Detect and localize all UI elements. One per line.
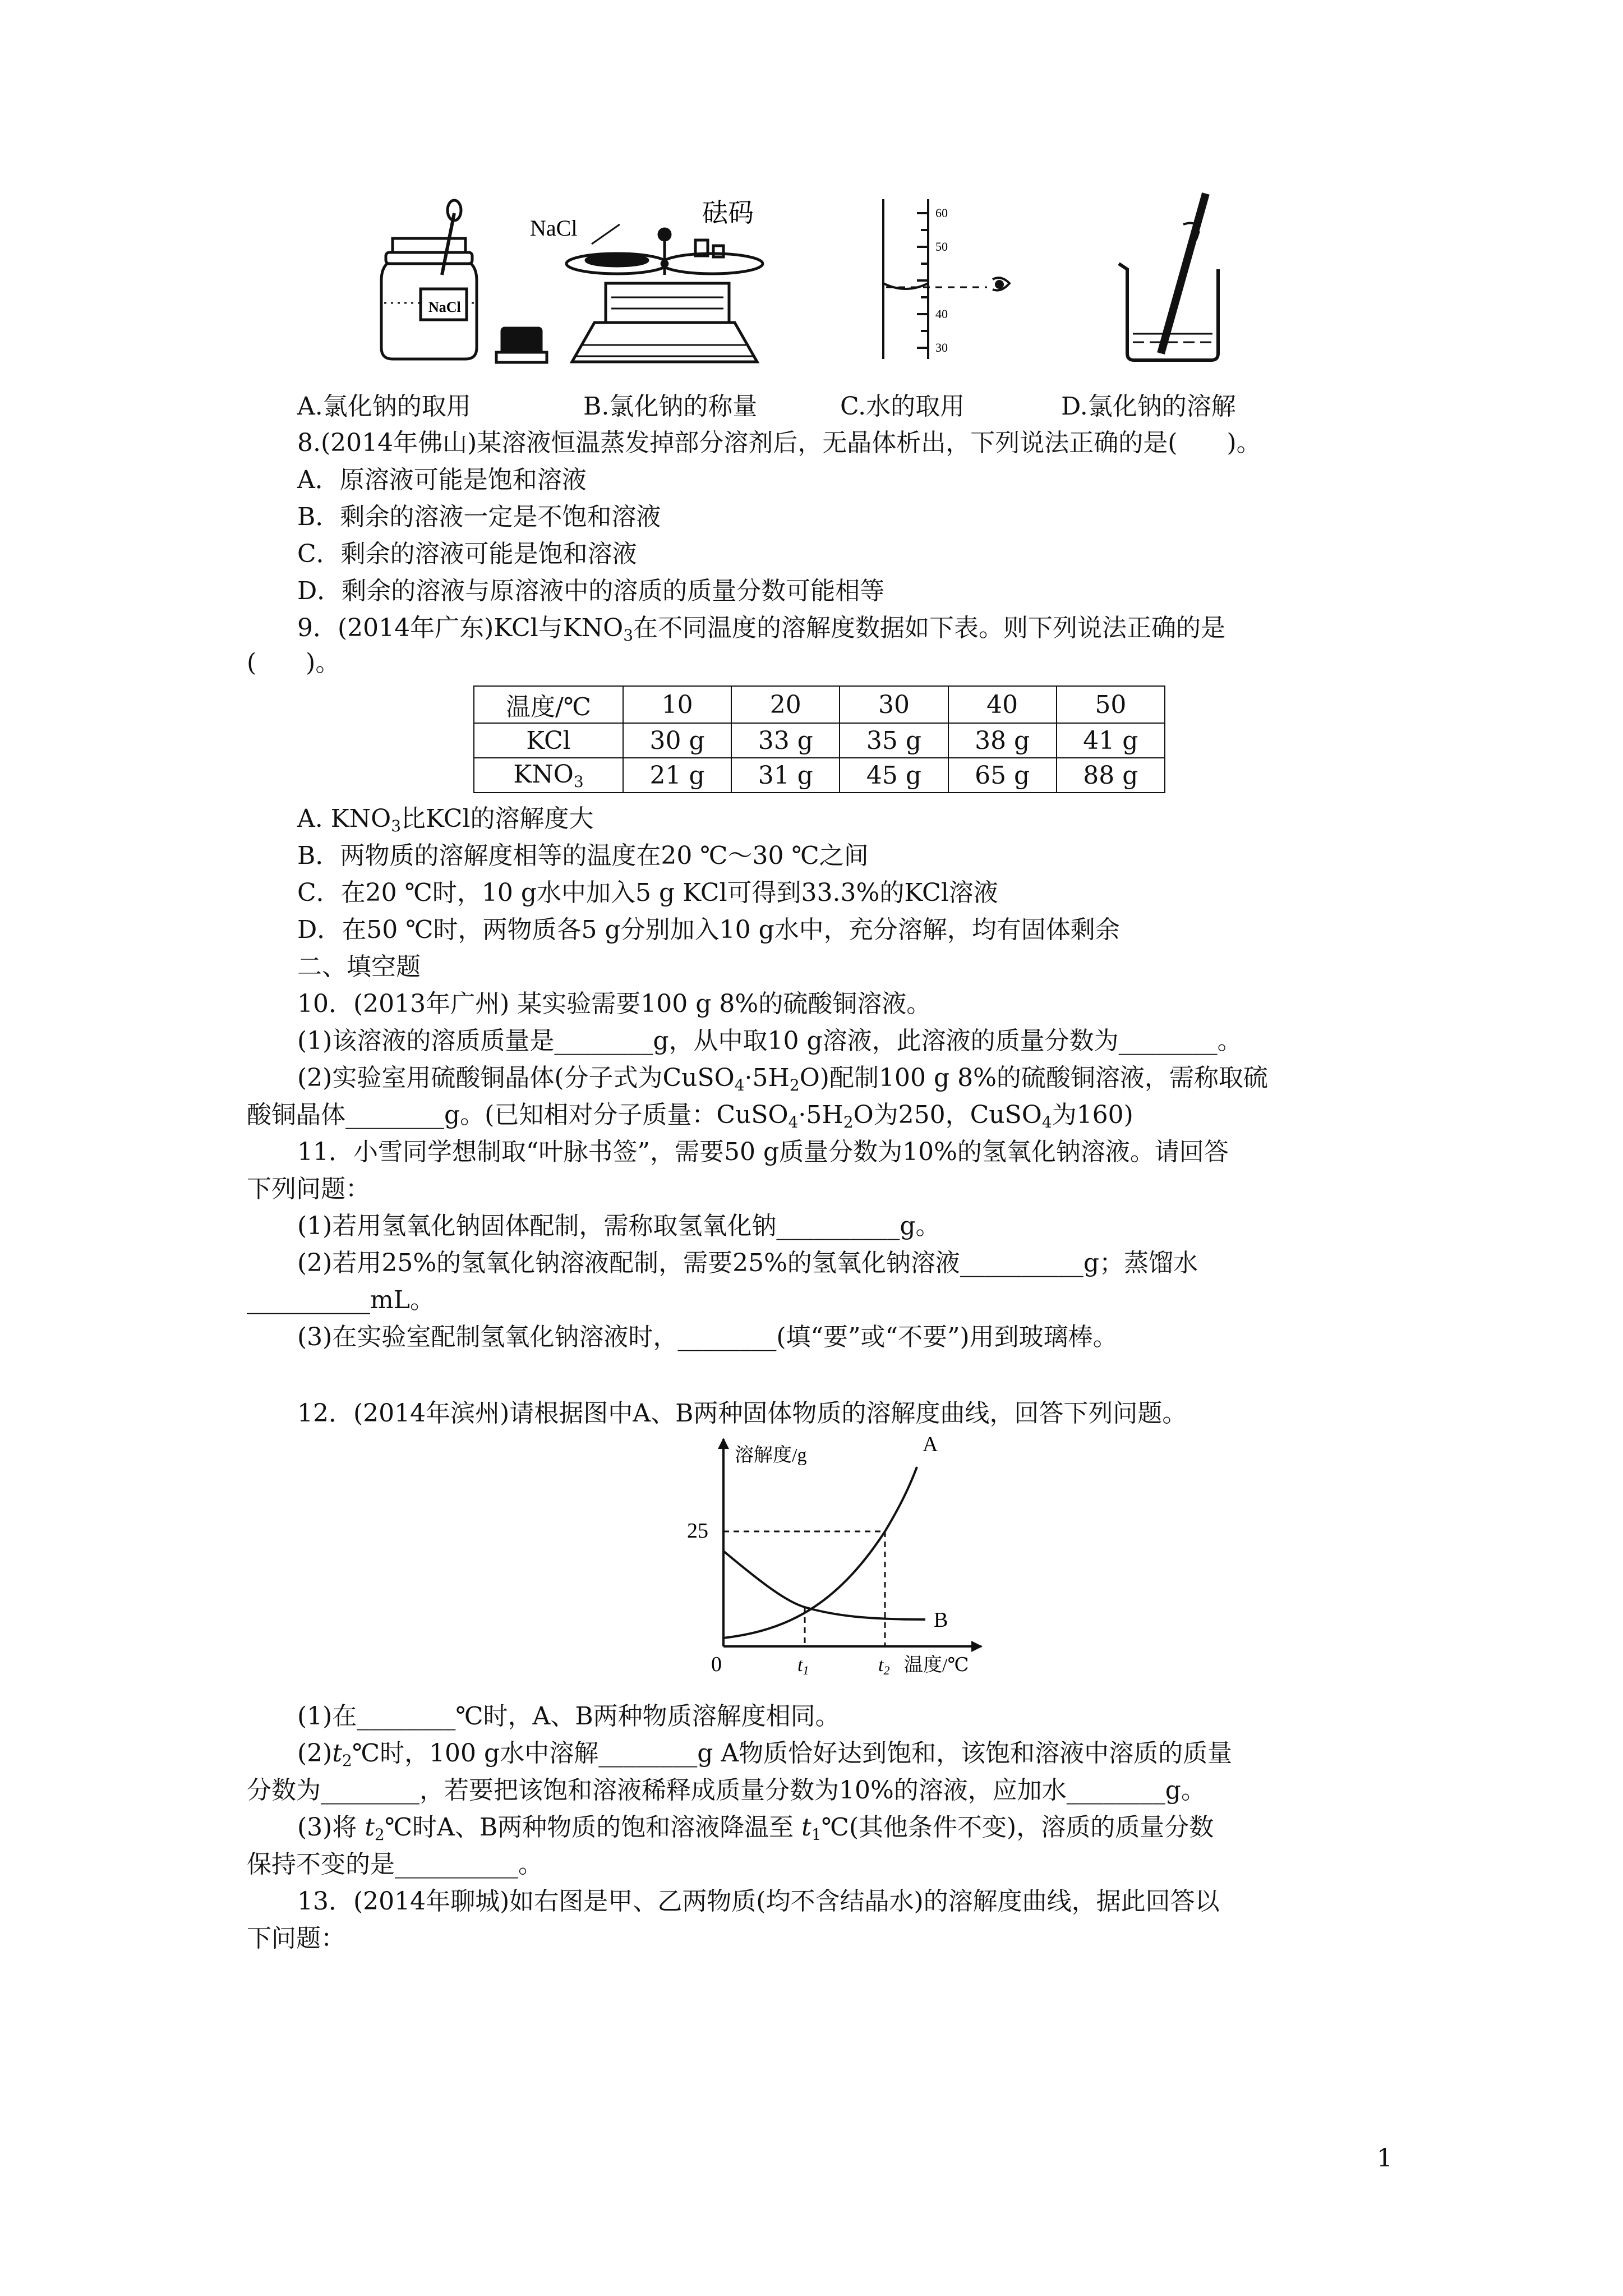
- q10-part2: (2)实验室用硫酸铜晶体(分子式为$CuSO_4\cdot 5H_2O$)配制100 g 8%的硫酸铜溶液，需称取硫: [297, 1064, 1268, 1094]
- table-cell: 温度/℃: [474, 686, 623, 723]
- table-cell: 45 g: [840, 758, 948, 793]
- q8-option-d: D．剩余的溶液与原溶液中的溶质的质量分数可能相等: [297, 577, 885, 605]
- table-cell: 65 g: [948, 758, 1057, 793]
- series-a-line: [723, 1467, 917, 1638]
- cylinder-tick-60: 60: [935, 206, 948, 220]
- caption-b: B.氯化钠的称量: [583, 392, 758, 421]
- q13-stem-line2: 下问题：: [247, 1924, 345, 1953]
- q8-option-a: A．原溶液可能是饱和溶液: [297, 466, 587, 494]
- series-b-line: [723, 1551, 925, 1619]
- weights-label: 砝码: [702, 199, 754, 227]
- x-axis-label: 温度/℃: [904, 1655, 969, 1676]
- table-cell: 35 g: [840, 723, 948, 758]
- caption-a: A.氯化钠的取用: [297, 392, 471, 421]
- q11-stem: 11．小雪同学想制取“叶脉书签”，需要50 g质量分数为10%的氢氧化钠溶液。请回答: [297, 1138, 1229, 1166]
- series-b-label: B: [934, 1608, 948, 1632]
- q13-stem: 13．(2014年聊城)如右图是甲、乙两物质(均不含结晶水)的溶解度曲线，据此回答以: [297, 1887, 1220, 1916]
- beaker-figure: [1119, 194, 1218, 360]
- table-cell: 38 g: [948, 723, 1057, 758]
- table-row: [474, 723, 1165, 758]
- x-tick-t2: t2: [878, 1655, 890, 1677]
- q11-stem-line2: 下列问题：: [247, 1175, 370, 1203]
- q8-option-c: C．剩余的溶液可能是饱和溶液: [297, 540, 637, 568]
- q9-option-d: D．在50 ℃时，两物质各5 g分别加入10 g水中，充分溶解，均有固体剩余: [297, 915, 1120, 944]
- caption-c: C.水的取用: [840, 392, 965, 421]
- reagent-jar-figure: [381, 200, 547, 362]
- solubility-curve-chart: [645, 1428, 1009, 1686]
- q9-option-a: A. $KNO_3$比KCl的溶解度大: [297, 804, 594, 835]
- q12-part1: (1)在________℃时，A、B两种物质溶解度相同。: [297, 1702, 840, 1731]
- q9-option-c: C．在20 ℃时，10 g水中加入5 g KCl可得到33.3%的KCl溶液: [297, 878, 998, 907]
- table-cell: 41 g: [1057, 723, 1165, 758]
- graduated-cylinder-figure: [883, 199, 1009, 359]
- solubility-table: [473, 685, 1165, 793]
- x-tick-t1: t1: [797, 1655, 809, 1677]
- table-cell: 33 g: [731, 723, 840, 758]
- q11-part3: (3)在实验室配制氢氧化钠溶液时，________(填“要”或“不要”)用到玻璃棒。: [297, 1323, 1118, 1351]
- table-cell: 20: [731, 686, 840, 723]
- y-tick-label: 25: [687, 1519, 708, 1543]
- section-heading: 二、填空题: [297, 953, 421, 981]
- jar-nacl-label: NaCl: [428, 299, 461, 315]
- cylinder-tick-40: 40: [935, 307, 948, 321]
- table-row: [474, 686, 1165, 723]
- q12-part3: (3)将 $t_2℃$时A、B两种物质的饱和溶液降温至 $t_1℃$(其他条件不变)，溶质的质量分数: [297, 1813, 1214, 1844]
- table-row: [474, 758, 1165, 793]
- q11-part1: (1)若用氢氧化钠固体配制，需称取氢氧化钠__________g。: [297, 1212, 940, 1240]
- q10-part2-line2: 酸铜晶体________g。(已知相对分子质量：$CuSO_4\cdot 5H_2O$为250，CuSO$_4$为160): [247, 1101, 1133, 1131]
- q9-stem-line2: ( )。: [247, 648, 340, 677]
- origin-label: 0: [711, 1653, 722, 1676]
- q10-stem: 10．(2013年广州) 某实验需要100 g 8%的硫酸铜溶液。: [297, 990, 932, 1018]
- table-cell: 88 g: [1057, 758, 1165, 793]
- caption-d: D.氯化钠的溶解: [1061, 392, 1236, 421]
- table-cell: 40: [948, 686, 1057, 723]
- q12-part2: $(2)t_2℃$时，100 g水中溶解________g A物质恰好达到饱和，该饱和溶液中溶质的质量: [297, 1739, 1233, 1770]
- table-cell: 31 g: [731, 758, 840, 793]
- y-axis-label: 溶解度/g: [735, 1445, 807, 1466]
- lab-illustrations: [370, 191, 1267, 370]
- q12-part3-line2: 保持不变的是__________。: [247, 1850, 543, 1879]
- table-cell: KCl: [474, 723, 623, 758]
- q10-part1: (1)该溶液的溶质质量是________g，从中取10 g溶液，此溶液的质量分数为________。: [297, 1027, 1242, 1055]
- nacl-label: NaCl: [530, 215, 578, 241]
- table-cell: 30: [840, 686, 948, 723]
- table-cell: 30 g: [623, 723, 731, 758]
- cylinder-tick-30: 30: [935, 341, 948, 355]
- table-cell: 10: [623, 686, 731, 723]
- table-cell: 50: [1057, 686, 1165, 723]
- q9-stem: 9．(2014年广东)KCl与$KNO_3$在不同温度的溶解度数据如下表。则下列说法正确的是: [297, 614, 1226, 645]
- q11-part2-line2: __________mL。: [247, 1286, 435, 1314]
- table-cell: $KNO_3$: [474, 758, 623, 793]
- q12-part2-line2: 分数为________，若要把该饱和溶液稀释成质量分数为10%的溶液，应加水________g。: [247, 1776, 1206, 1805]
- q11-part2: (2)若用25%的氢氧化钠溶液配制，需要25%的氢氧化钠溶液__________g；蒸馏水: [297, 1249, 1198, 1277]
- page-number: 1: [1377, 2144, 1393, 2173]
- table-cell: 21 g: [623, 758, 731, 793]
- cylinder-tick-50: 50: [935, 240, 948, 254]
- q8-stem: 8.(2014年佛山)某溶液恒温蒸发掉部分溶剂后，无晶体析出，下列说法正确的是( )。: [297, 429, 1261, 457]
- cylinder-ticks: [935, 206, 948, 355]
- series-a-label: A: [923, 1433, 938, 1456]
- q9-option-b: B．两物质的溶解度相等的温度在20 ℃～30 ℃之间: [297, 841, 869, 870]
- q12-stem: 12．(2014年滨州)请根据图中A、B两种固体物质的溶解度曲线，回答下列问题。: [297, 1399, 1187, 1428]
- balance-figure: [566, 224, 763, 362]
- q8-option-b: B．剩余的溶液一定是不饱和溶液: [297, 503, 661, 531]
